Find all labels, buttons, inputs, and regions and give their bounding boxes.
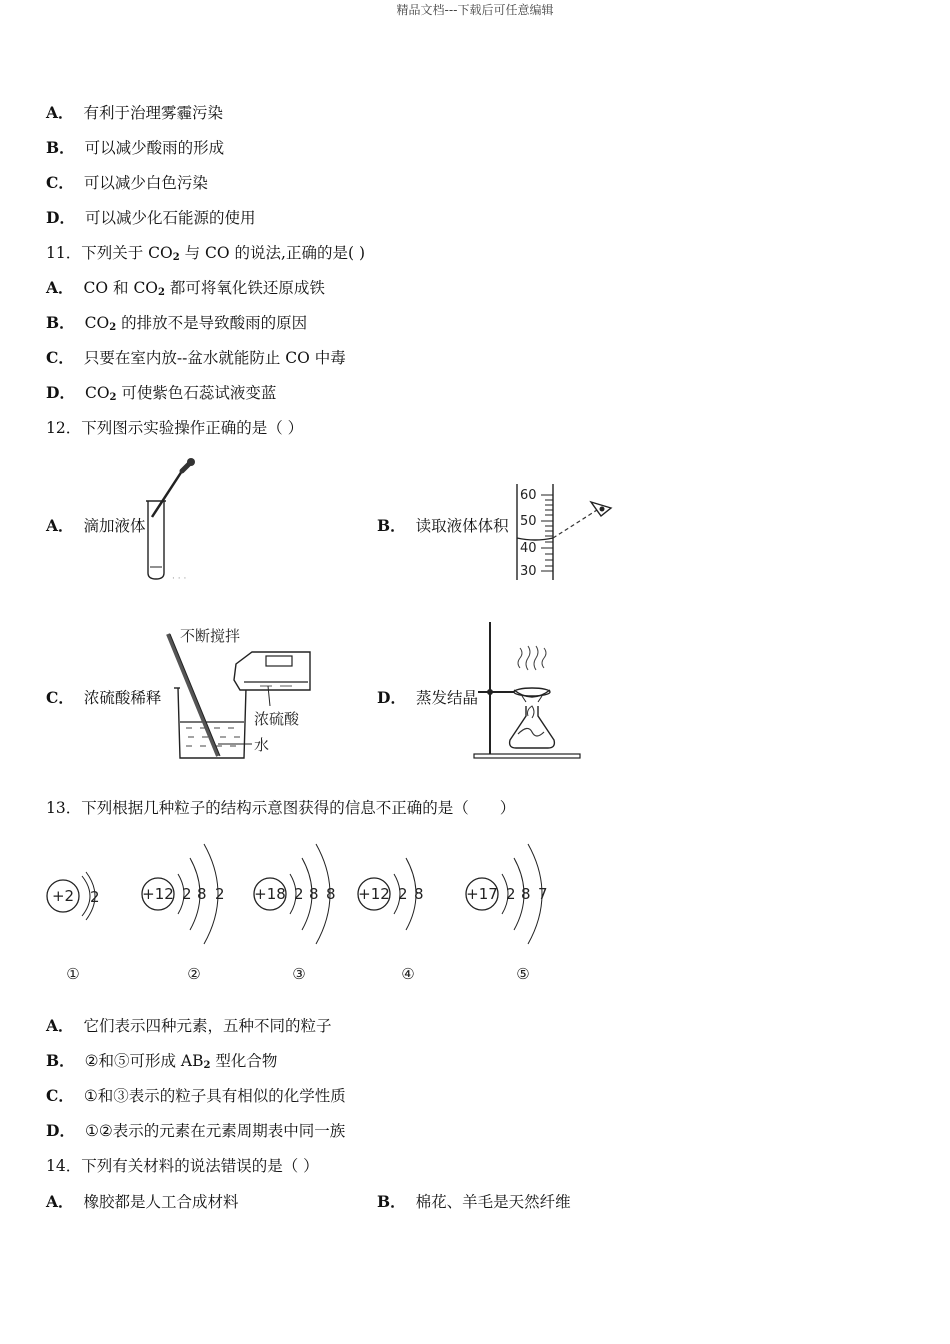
q13-option-d: D． ①②表示的元素在元素周期表中同一族 — [46, 1121, 346, 1140]
acid-dilution-figure — [160, 624, 320, 760]
q11-option-b: B． $CO_2$ 的排放不是导致酸雨的原因 — [46, 313, 308, 333]
q12-option-c: C． 浓硫酸稀释 — [46, 688, 162, 707]
q13-stem: 13．下列根据几种粒子的结构示意图获得的信息不正确的是（ ） — [46, 799, 516, 817]
particle-5 — [466, 844, 548, 983]
particle-2 — [142, 844, 225, 983]
particle-4-index: ④ — [401, 965, 415, 983]
particle-3-shell-3: 8 — [326, 885, 336, 903]
q12-option-b: B． 读取液体体积 — [377, 516, 509, 535]
q12-option-a: A． 滴加液体 — [46, 516, 146, 535]
label-acid: 浓硫酸 — [254, 710, 300, 728]
svg-text:· · ·: · · · — [172, 574, 187, 583]
q13-option-b: B． ②和⑤可形成 $AB_2$ 型化合物 — [46, 1051, 278, 1071]
particle-4 — [358, 858, 424, 983]
q10-option-c: C． 可以减少白色污染 — [46, 173, 208, 192]
q14-stem: 14．下列有关材料的说法错误的是（ ） — [46, 1157, 319, 1175]
particle-2-index: ② — [187, 965, 201, 983]
particle-5-index: ⑤ — [516, 965, 530, 983]
particle-3-index: ③ — [292, 965, 306, 983]
cylinder-tick-60: 60 — [520, 488, 537, 503]
page-header: 精品文档---下载后可任意编辑 — [396, 3, 554, 17]
particle-1-nucleus: +2 — [51, 887, 75, 905]
particle-3 — [254, 844, 336, 983]
q10-option-b: B． 可以减少酸雨的形成 — [46, 138, 225, 157]
particle-1 — [47, 872, 100, 983]
particle-3-nucleus: +18 — [254, 885, 286, 903]
particle-5-shell-3: 7 — [538, 885, 548, 903]
particle-1-shell-1: 2 — [90, 888, 100, 906]
q11-option-a: A． CO 和 $CO_2$ 都可将氧化铁还原成铁 — [46, 278, 325, 298]
particle-2-shell-3: 2 — [215, 885, 225, 903]
q12-option-d: D． 蒸发结晶 — [377, 688, 478, 707]
q13-option-a: A． 它们表示四种元素，五种不同的粒子 — [46, 1016, 332, 1035]
particle-5-shell-2: 8 — [521, 885, 531, 903]
cylinder-reading-figure — [505, 480, 620, 585]
cylinder-tick-30: 30 — [520, 564, 537, 579]
cylinder-tick-40: 40 — [520, 541, 537, 556]
particle-5-nucleus: +17 — [466, 885, 498, 903]
particle-3-shell-1: 2 — [294, 885, 304, 903]
particle-3-shell-2: 8 — [309, 885, 319, 903]
particle-2-shell-1: 2 — [182, 885, 192, 903]
q10-option-d: D． 可以减少化石能源的使用 — [46, 208, 256, 227]
particle-1-index: ① — [66, 965, 80, 983]
q11-option-d: D． $CO_2$ 可使紫色石蕊试液变蓝 — [46, 383, 277, 403]
cylinder-tick-50: 50 — [520, 514, 537, 529]
dropper-test-tube-figure — [130, 455, 220, 583]
particle-4-shell-2: 8 — [414, 885, 424, 903]
label-water: 水 — [254, 736, 270, 754]
q14-option-a: A． 橡胶都是人工合成材料 — [46, 1192, 239, 1211]
q10-option-a: A． 有利于治理雾霾污染 — [46, 103, 224, 122]
q13-option-c: C． ①和③表示的粒子具有相似的化学性质 — [46, 1086, 346, 1105]
particle-4-shell-1: 2 — [398, 885, 408, 903]
atomic-structure-figure — [40, 832, 560, 992]
q11-stem: 11．下列关于 $CO_2$ 与 CO 的说法,正确的是( ) — [46, 244, 365, 263]
evaporation-figure — [470, 620, 585, 760]
q14-option-b: B． 棉花、羊毛是天然纤维 — [377, 1192, 571, 1211]
q11-option-c: C． 只要在室内放--盆水就能防止 CO 中毒 — [46, 348, 346, 367]
particle-5-shell-1: 2 — [506, 885, 516, 903]
particle-4-nucleus: +12 — [358, 885, 390, 903]
q12-stem: 12．下列图示实验操作正确的是（ ） — [46, 419, 304, 437]
label-stir: 不断搅拌 — [180, 627, 241, 645]
particle-2-nucleus: +12 — [142, 885, 174, 903]
particle-2-shell-2: 8 — [197, 885, 207, 903]
